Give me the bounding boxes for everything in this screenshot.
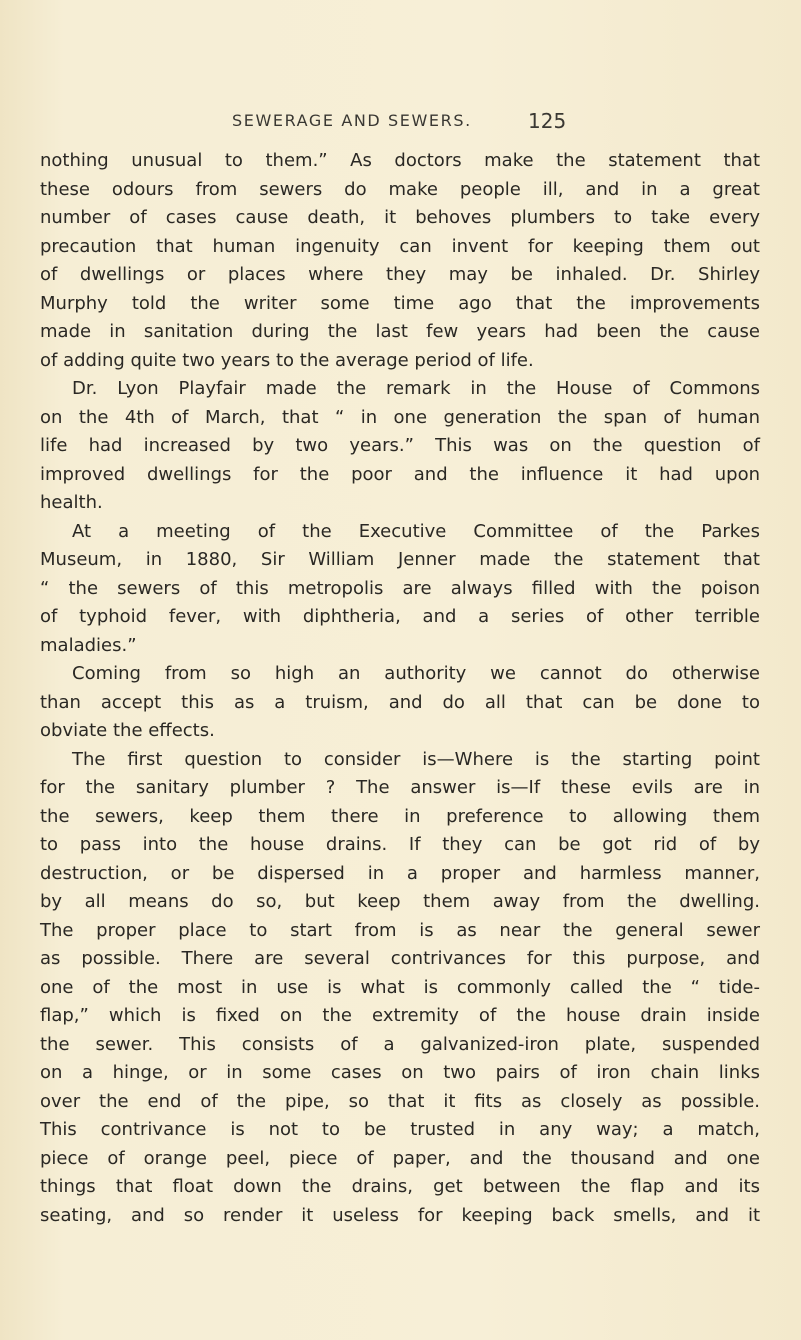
text-line: Coming from so high an authority we cannot do otherwise — [72, 663, 760, 684]
page-number: 125 — [528, 109, 567, 133]
text-line: Murphy told the writer some time ago that the improvements — [40, 292, 760, 314]
text-line: flap,” which is fixed on the extremity of the house drain inside — [40, 1005, 760, 1026]
text-line: Dr. Lyon Playfair made the remark in the House of Commons — [72, 378, 760, 399]
text-line: seating, and so render it useless for keeping back smells, and it — [40, 1204, 760, 1226]
text-line: The proper place to start from is as near the general sewer — [40, 919, 760, 941]
text-line: by all means do so, but keep them away from the dwelling. — [40, 891, 760, 912]
text-line: of adding quite two years to the average period of life. — [40, 349, 534, 371]
page-header — [0, 105, 801, 135]
text-line: The first question to consider is—Where is the starting point — [72, 748, 760, 770]
text-line: made in sanitation during the last few years had been the cause — [40, 321, 760, 342]
text-line: than accept this as a truism, and do all that can be done to — [40, 691, 760, 713]
text-line: maladies.” — [40, 634, 137, 656]
text-line: health. — [40, 492, 103, 513]
text-line: This contrivance is not to be trusted in any way; a match, — [40, 1119, 760, 1140]
text-line: the sewer. This consists of a galvanized-iron plate, suspended — [40, 1033, 760, 1055]
body-text — [40, 147, 760, 1230]
text-line: the sewers, keep them there in preference to allowing them — [40, 805, 760, 827]
text-line: on a hinge, or in some cases on two pairs of iron chain links — [40, 1062, 760, 1083]
text-line: At a meeting of the Executive Committee of the Parkes — [72, 520, 760, 542]
text-line: precaution that human ingenuity can invent for keeping them out — [40, 235, 760, 257]
text-line: improved dwellings for the poor and the influence it had upon — [40, 463, 760, 485]
text-line: number of cases cause death, it behoves plumbers to take every — [40, 207, 760, 228]
text-line: obviate the effects. — [40, 720, 215, 741]
text-line: Museum, in 1880, Sir William Jenner made the statement that — [40, 549, 760, 570]
text-line: these odours from sewers do make people ill, and in a great — [40, 178, 760, 200]
text-line: to pass into the house drains. If they can be got rid of by — [40, 834, 760, 855]
text-line: one of the most in use is what is commonly called the “ tide- — [40, 976, 760, 998]
text-line: as possible. There are several contrivances for this purpose, and — [40, 948, 760, 969]
text-line: things that float down the drains, get between the flap and its — [40, 1176, 760, 1197]
text-line: piece of orange peel, piece of paper, and the thousand and one — [40, 1147, 760, 1169]
text-line: for the sanitary plumber ? The answer is—If these evils are in — [40, 777, 760, 798]
text-line: destruction, or be dispersed in a proper and harmless manner, — [40, 862, 760, 884]
text-line: of dwellings or places where they may be inhaled. Dr. Shirley — [40, 264, 760, 285]
text-line: nothing unusual to them.” As doctors make the statement that — [40, 150, 760, 171]
text-line: life had increased by two years.” This was on the question of — [40, 435, 760, 456]
text-line: on the 4th of March, that “ in one generation the span of human — [40, 406, 760, 428]
text-line: of typhoid fever, with diphtheria, and a series of other terrible — [40, 606, 760, 627]
running-head: SEWERAGE AND SEWERS. — [232, 111, 472, 130]
text-line: “ the sewers of this metropolis are always filled with the poison — [40, 577, 760, 599]
text-line: over the end of the pipe, so that it fits as closely as possible. — [40, 1090, 760, 1112]
